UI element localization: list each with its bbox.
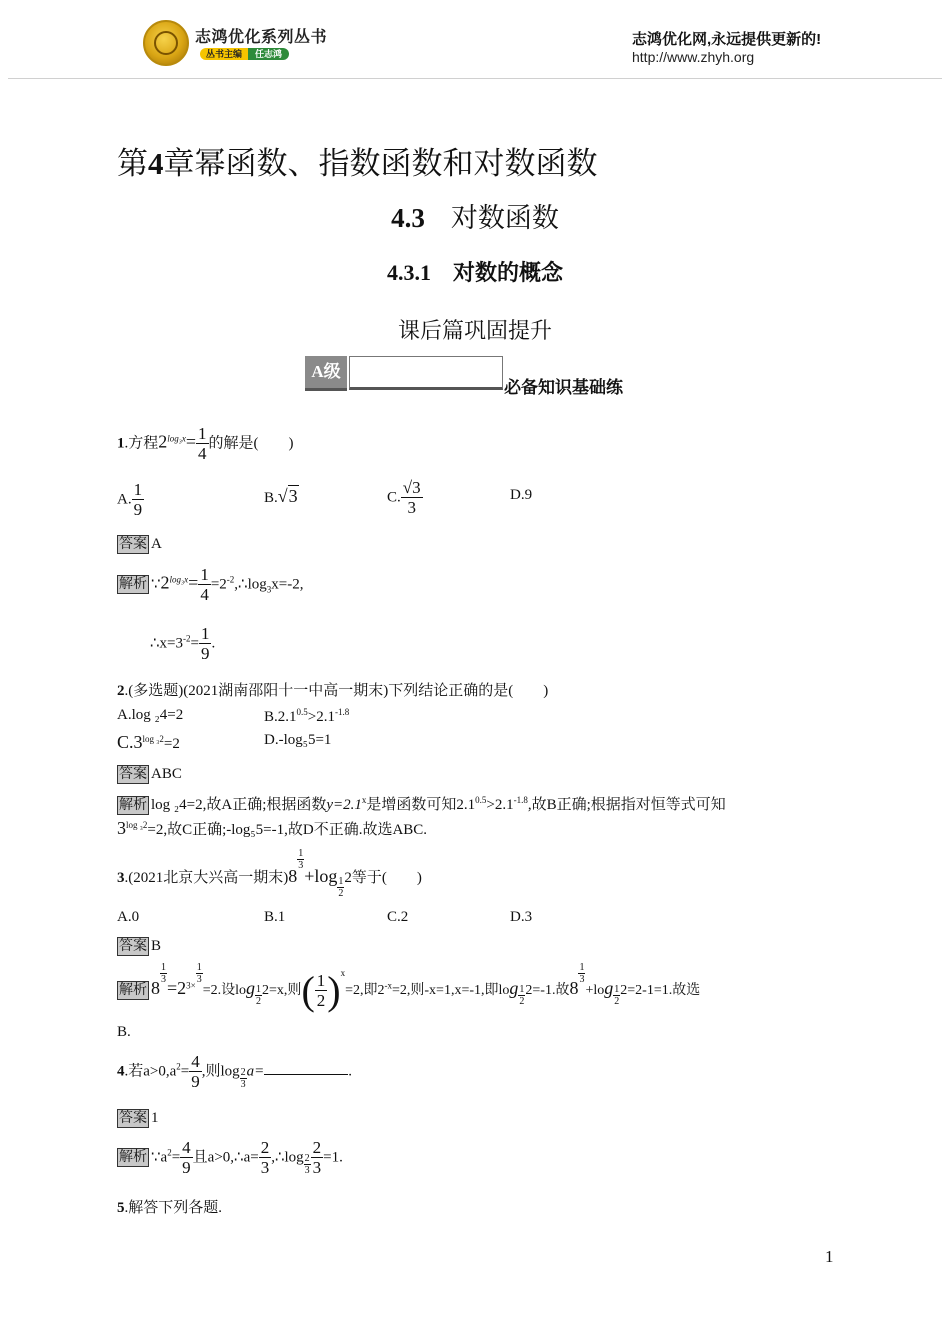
answer-tag: 答案 bbox=[119, 536, 147, 552]
q3-analysis: 解析 8 $\frac{1}{3}$ $=2^{3\times}$ $\frac{1}{3}$ =2.设log $\frac{1}{2}$ 2=x,则( $\frac{1}{2}$ )$^x$=2,即$2^{-x}=2$,则-x=1,x=-1,即log $\frac{1}{2}$ 2=-1.故8 $\frac{1}{3}$ +log $\frac{1}{2}$ 2=2-1=1.故选 bbox=[119, 962, 701, 1013]
section-title: 4.3 对数函数 bbox=[391, 203, 559, 234]
q1-analysis-2: $\therefore x=3^{-2}=$ $\frac{1}{9}$ . bbox=[150, 624, 216, 663]
q2-analysis-2: $3^{log _32}=2$,故C正确;-log₅5=-1,故D不正确.故选ABC. bbox=[117, 818, 428, 838]
header-divider bbox=[8, 78, 942, 79]
q3-option-d: D.3 bbox=[510, 909, 533, 925]
q1-option-b: B.√3 bbox=[264, 486, 298, 506]
page-number: 1 bbox=[825, 1247, 834, 1266]
level-tag: A级 bbox=[305, 356, 347, 391]
q2-option-c: $C.3^{log _32}=2$ bbox=[117, 732, 180, 752]
question-3: 3.(2021北京大兴高一期末)8 $\frac{1}{3}$ +log $\frac{1}{2}$ 2等于( ) bbox=[117, 848, 422, 899]
analysis-tag: 解析 bbox=[119, 797, 147, 813]
header-slogan: 志鸿优化网,永远提供更新的! bbox=[632, 31, 822, 48]
q2-option-d: D.-log₅5=1 bbox=[264, 732, 332, 748]
answer-tag: 答案 bbox=[119, 766, 147, 782]
analysis-tag: 解析 bbox=[119, 1149, 147, 1166]
q4-answer: 答案 1 bbox=[119, 1110, 159, 1126]
analysis-tag: 解析 bbox=[119, 982, 147, 998]
level-box bbox=[349, 356, 503, 390]
question-2: 2.(多选题)(2021湖南邵阳十一中高一期末)下列结论正确的是( ) bbox=[117, 683, 549, 699]
level-text: 必备知识基础练 bbox=[504, 378, 623, 398]
q1-answer: 答案 A bbox=[119, 536, 162, 552]
logo-seal-icon bbox=[143, 20, 189, 66]
chapter-title: 第4章幂函数、指数函数和对数函数 bbox=[117, 146, 598, 182]
q3-option-b: B.1 bbox=[264, 909, 286, 925]
header-url[interactable]: http://www.zhyh.org bbox=[632, 49, 755, 65]
practice-heading: 课后篇巩固提升 bbox=[397, 319, 552, 344]
q1-option-a: A. $\frac{1}{9}$ bbox=[117, 480, 143, 519]
badge-editor-label: 丛书主编 bbox=[200, 48, 248, 60]
q2-answer: 答案 ABC bbox=[119, 766, 182, 782]
answer-tag: 答案 bbox=[119, 1110, 147, 1126]
question-5: 5.解答下列各题. bbox=[117, 1200, 223, 1216]
subsection-title: 4.3.1 对数的概念 bbox=[386, 260, 563, 286]
badge-editor-name: 任志鸿 bbox=[248, 48, 289, 60]
q4-analysis: 解析 $\because a^2=$ $\frac{4}{9}$ 且a>0,∴a= $\frac{2}{3}$ ,∴log $\frac{2}{3}$ $\frac{2}{3}$ =1. bbox=[119, 1138, 343, 1177]
answer-blank bbox=[264, 1060, 348, 1075]
brand-title: 志鸿优化系列丛书 bbox=[195, 29, 328, 46]
q3-analysis-tail: B. bbox=[117, 1024, 131, 1040]
question-4: 4.若$a>0,a^2=$ $\frac{4}{9}$ ,则log $\frac{2}{3}$ a= . bbox=[117, 1052, 353, 1091]
q1-option-d: D.9 bbox=[510, 487, 533, 503]
q3-option-a: A.0 bbox=[117, 909, 140, 925]
q1-option-c: C. $\frac{√3}{3}$ bbox=[387, 478, 421, 517]
q2-option-b: $B.2.1^{0.5}>2.1^{-1.8}$ bbox=[264, 707, 350, 725]
q1-analysis: 解析 $\because 2^{log_3x}=$ $\frac{1}{4}$ $=2^{-2},\therefore\log_3x=-2$, bbox=[119, 565, 304, 604]
analysis-tag: 解析 bbox=[119, 576, 147, 593]
question-1: 1.方程$2^{log_3x}=$ $\frac{1}{4}$ 的解是( ) bbox=[117, 424, 294, 463]
q2-analysis: 解析 log ₂4=2,故A正确;根据函数$y=2.1^x$是增函数可知$2.1^{0.5}>2.1^{-1.8}$,故B正确;根据指对恒等式可知 bbox=[119, 795, 726, 813]
q2-option-a: A.log ₂4=2 bbox=[117, 707, 184, 723]
answer-tag: 答案 bbox=[119, 938, 147, 954]
q3-answer: 答案 B bbox=[119, 938, 162, 954]
editor-badges bbox=[200, 47, 289, 60]
q3-option-c: C.2 bbox=[387, 909, 409, 925]
